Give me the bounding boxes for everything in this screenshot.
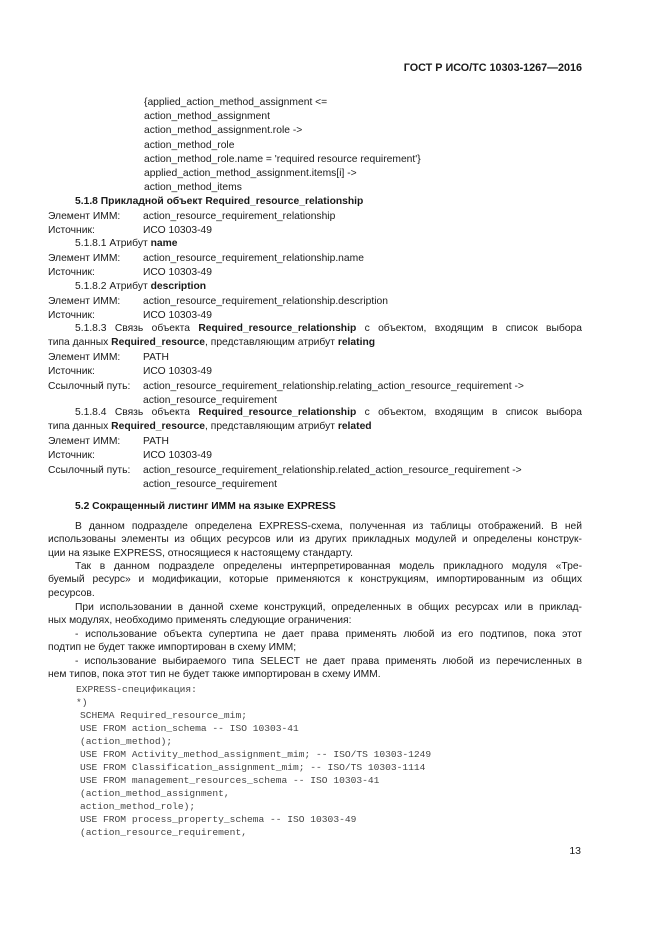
row-value: action_resource_requirement_relationship.name bbox=[143, 253, 364, 264]
text-run: 5.1.8.3 Связь объекта bbox=[75, 323, 199, 334]
code-line: EXPRESS-спецификация: bbox=[76, 684, 197, 695]
code-line: SCHEMA Required_resource_mim; bbox=[80, 710, 247, 721]
text-run: с объектом, входящим в список выбора bbox=[356, 323, 582, 334]
row-value: ИСО 10303-49 bbox=[143, 310, 212, 321]
text-run: типа данных bbox=[48, 337, 112, 348]
paragraph-line: В данном подразделе определена EXPRESS-схема, полученная из таблицы отображений. В ней bbox=[75, 521, 582, 532]
section-heading-5-1-8 bbox=[75, 195, 363, 208]
code-line: USE FROM action_schema -- ISO 10303-41 bbox=[80, 723, 299, 734]
path-line: action_method_role bbox=[144, 140, 235, 151]
text-run: , представляющим атрибут bbox=[205, 421, 338, 432]
row-label: Ссылочный путь: bbox=[48, 465, 131, 476]
paragraph-line: Так в данном подразделе определены интерпретированная модель прикладного модуля «Тре- bbox=[75, 561, 582, 572]
path-line: applied_action_method_assignment.items[i] -> bbox=[144, 168, 357, 179]
section-heading-5-1-8-3-cont bbox=[48, 336, 375, 349]
text-run: типа данных bbox=[48, 421, 112, 432]
row-label: Элемент ИММ: bbox=[48, 296, 121, 307]
section-heading-5-1-8-1 bbox=[75, 237, 178, 250]
document-header: ГОСТ Р ИСО/ТС 10303-1267—2016 bbox=[403, 62, 582, 74]
path-line: action_method_role.name = 'required resource requirement'} bbox=[144, 154, 421, 165]
paragraph-line: ных модулях, необходимо применять следующие ограничения: bbox=[48, 615, 352, 626]
code-line: USE FROM Activity_method_assignment_mim; -- ISO/TS 10303-1249 bbox=[80, 749, 432, 760]
row-label: Элемент ИММ: bbox=[48, 436, 121, 447]
bullet-item: - использование выбираемого типа SELECT не дает права применять любой из перечисленных в bbox=[75, 656, 582, 667]
type-name: Required_resource bbox=[111, 421, 206, 432]
heading-entity-name: Required_resource_relationship bbox=[205, 196, 364, 207]
text-run: , представляющим атрибут bbox=[205, 337, 338, 348]
section-heading-5-2: 5.2 Сокращенный листинг ИММ на языке EXPRESS bbox=[75, 501, 336, 512]
attribute-name: related bbox=[337, 421, 372, 432]
row-value: action_resource_requirement_relationship.description bbox=[143, 296, 388, 307]
row-label: Источник: bbox=[48, 366, 95, 377]
paragraph-line: ресурсов. bbox=[48, 588, 95, 599]
heading-prefix: 5.1.8 Прикладной объект bbox=[75, 196, 206, 207]
code-line: *) bbox=[76, 697, 88, 708]
row-value: ИСО 10303-49 bbox=[143, 366, 212, 377]
code-line: (action_resource_requirement, bbox=[80, 827, 247, 838]
code-line: (action_method); bbox=[80, 736, 173, 747]
entity-name: Required_resource_relationship bbox=[198, 407, 357, 418]
heading-attribute-name: description bbox=[150, 281, 207, 292]
entity-name: Required_resource_relationship bbox=[198, 323, 357, 334]
row-label: Элемент ИММ: bbox=[48, 211, 121, 222]
row-value-cont: action_resource_requirement bbox=[143, 479, 277, 490]
row-value: action_resource_requirement_relationship.related_action_resource_requirement -> bbox=[143, 465, 522, 476]
code-line: USE FROM Classification_assignment_mim; -- ISO/TS 10303-1114 bbox=[80, 762, 426, 773]
type-name: Required_resource bbox=[111, 337, 206, 348]
paragraph-line: использованы элементы из общих ресурсов или из других прикладных модулей и определены конструк- bbox=[48, 534, 582, 545]
code-line: action_method_role); bbox=[80, 801, 196, 812]
row-label: Источник: bbox=[48, 225, 95, 236]
row-value: PATH bbox=[143, 352, 169, 363]
section-heading-5-1-8-3 bbox=[48, 322, 582, 335]
bullet-item: - использование объекта супертипа не дает права применять любой из его подтипов, пока этот bbox=[75, 629, 582, 640]
row-value: ИСО 10303-49 bbox=[143, 267, 212, 278]
attribute-name: relating bbox=[337, 337, 376, 348]
row-value: ИСО 10303-49 bbox=[143, 450, 212, 461]
row-label: Источник: bbox=[48, 310, 95, 321]
row-value-cont: action_resource_requirement bbox=[143, 395, 277, 406]
row-label: Источник: bbox=[48, 267, 95, 278]
section-heading-5-1-8-4-cont bbox=[48, 420, 372, 433]
page-number: 13 bbox=[569, 845, 581, 857]
section-heading-5-1-8-4 bbox=[48, 406, 582, 419]
text-run: с объектом, входящим в список выбора bbox=[356, 407, 582, 418]
code-line: USE FROM process_property_schema -- ISO 10303-49 bbox=[80, 814, 357, 825]
row-label: Источник: bbox=[48, 450, 95, 461]
path-line: action_method_items bbox=[144, 182, 242, 193]
code-line: USE FROM management_resources_schema -- ISO 10303-41 bbox=[80, 775, 380, 786]
path-line: action_method_assignment bbox=[144, 111, 270, 122]
code-line: (action_method_assignment, bbox=[80, 788, 230, 799]
row-label: Элемент ИММ: bbox=[48, 253, 121, 264]
paragraph-line: При использовании в данной схеме конструкций, определенных в общих ресурсах или в приклад- bbox=[75, 602, 582, 613]
bullet-item-cont: нем типов, пока этот тип не будет также импортирован в схему ИММ. bbox=[48, 669, 381, 680]
section-heading-5-1-8-2 bbox=[75, 280, 206, 293]
row-value: PATH bbox=[143, 436, 169, 447]
heading-prefix: 5.1.8.1 Атрибут bbox=[75, 238, 151, 249]
row-label: Элемент ИММ: bbox=[48, 352, 121, 363]
path-line: {applied_action_method_assignment <= bbox=[144, 97, 328, 108]
row-value: action_resource_requirement_relationship.relating_action_resource_requirement -> bbox=[143, 381, 524, 392]
row-label: Ссылочный путь: bbox=[48, 381, 131, 392]
heading-prefix: 5.1.8.2 Атрибут bbox=[75, 281, 151, 292]
path-line: action_method_assignment.role -> bbox=[144, 125, 303, 136]
row-value: ИСО 10303-49 bbox=[143, 225, 212, 236]
paragraph-line: ции на языке EXPRESS, относящиеся к настоящему стандарту. bbox=[48, 548, 354, 559]
row-value: action_resource_requirement_relationship bbox=[143, 211, 336, 222]
bullet-item-cont: подтип не будет также импортирован в схему ИММ; bbox=[48, 642, 297, 653]
heading-attribute-name: name bbox=[150, 238, 178, 249]
text-run: 5.1.8.4 Связь объекта bbox=[75, 407, 199, 418]
paragraph-line: буемый ресурс» и модификации, которые применяются к конструкциям, импортированным из общих bbox=[48, 574, 582, 585]
